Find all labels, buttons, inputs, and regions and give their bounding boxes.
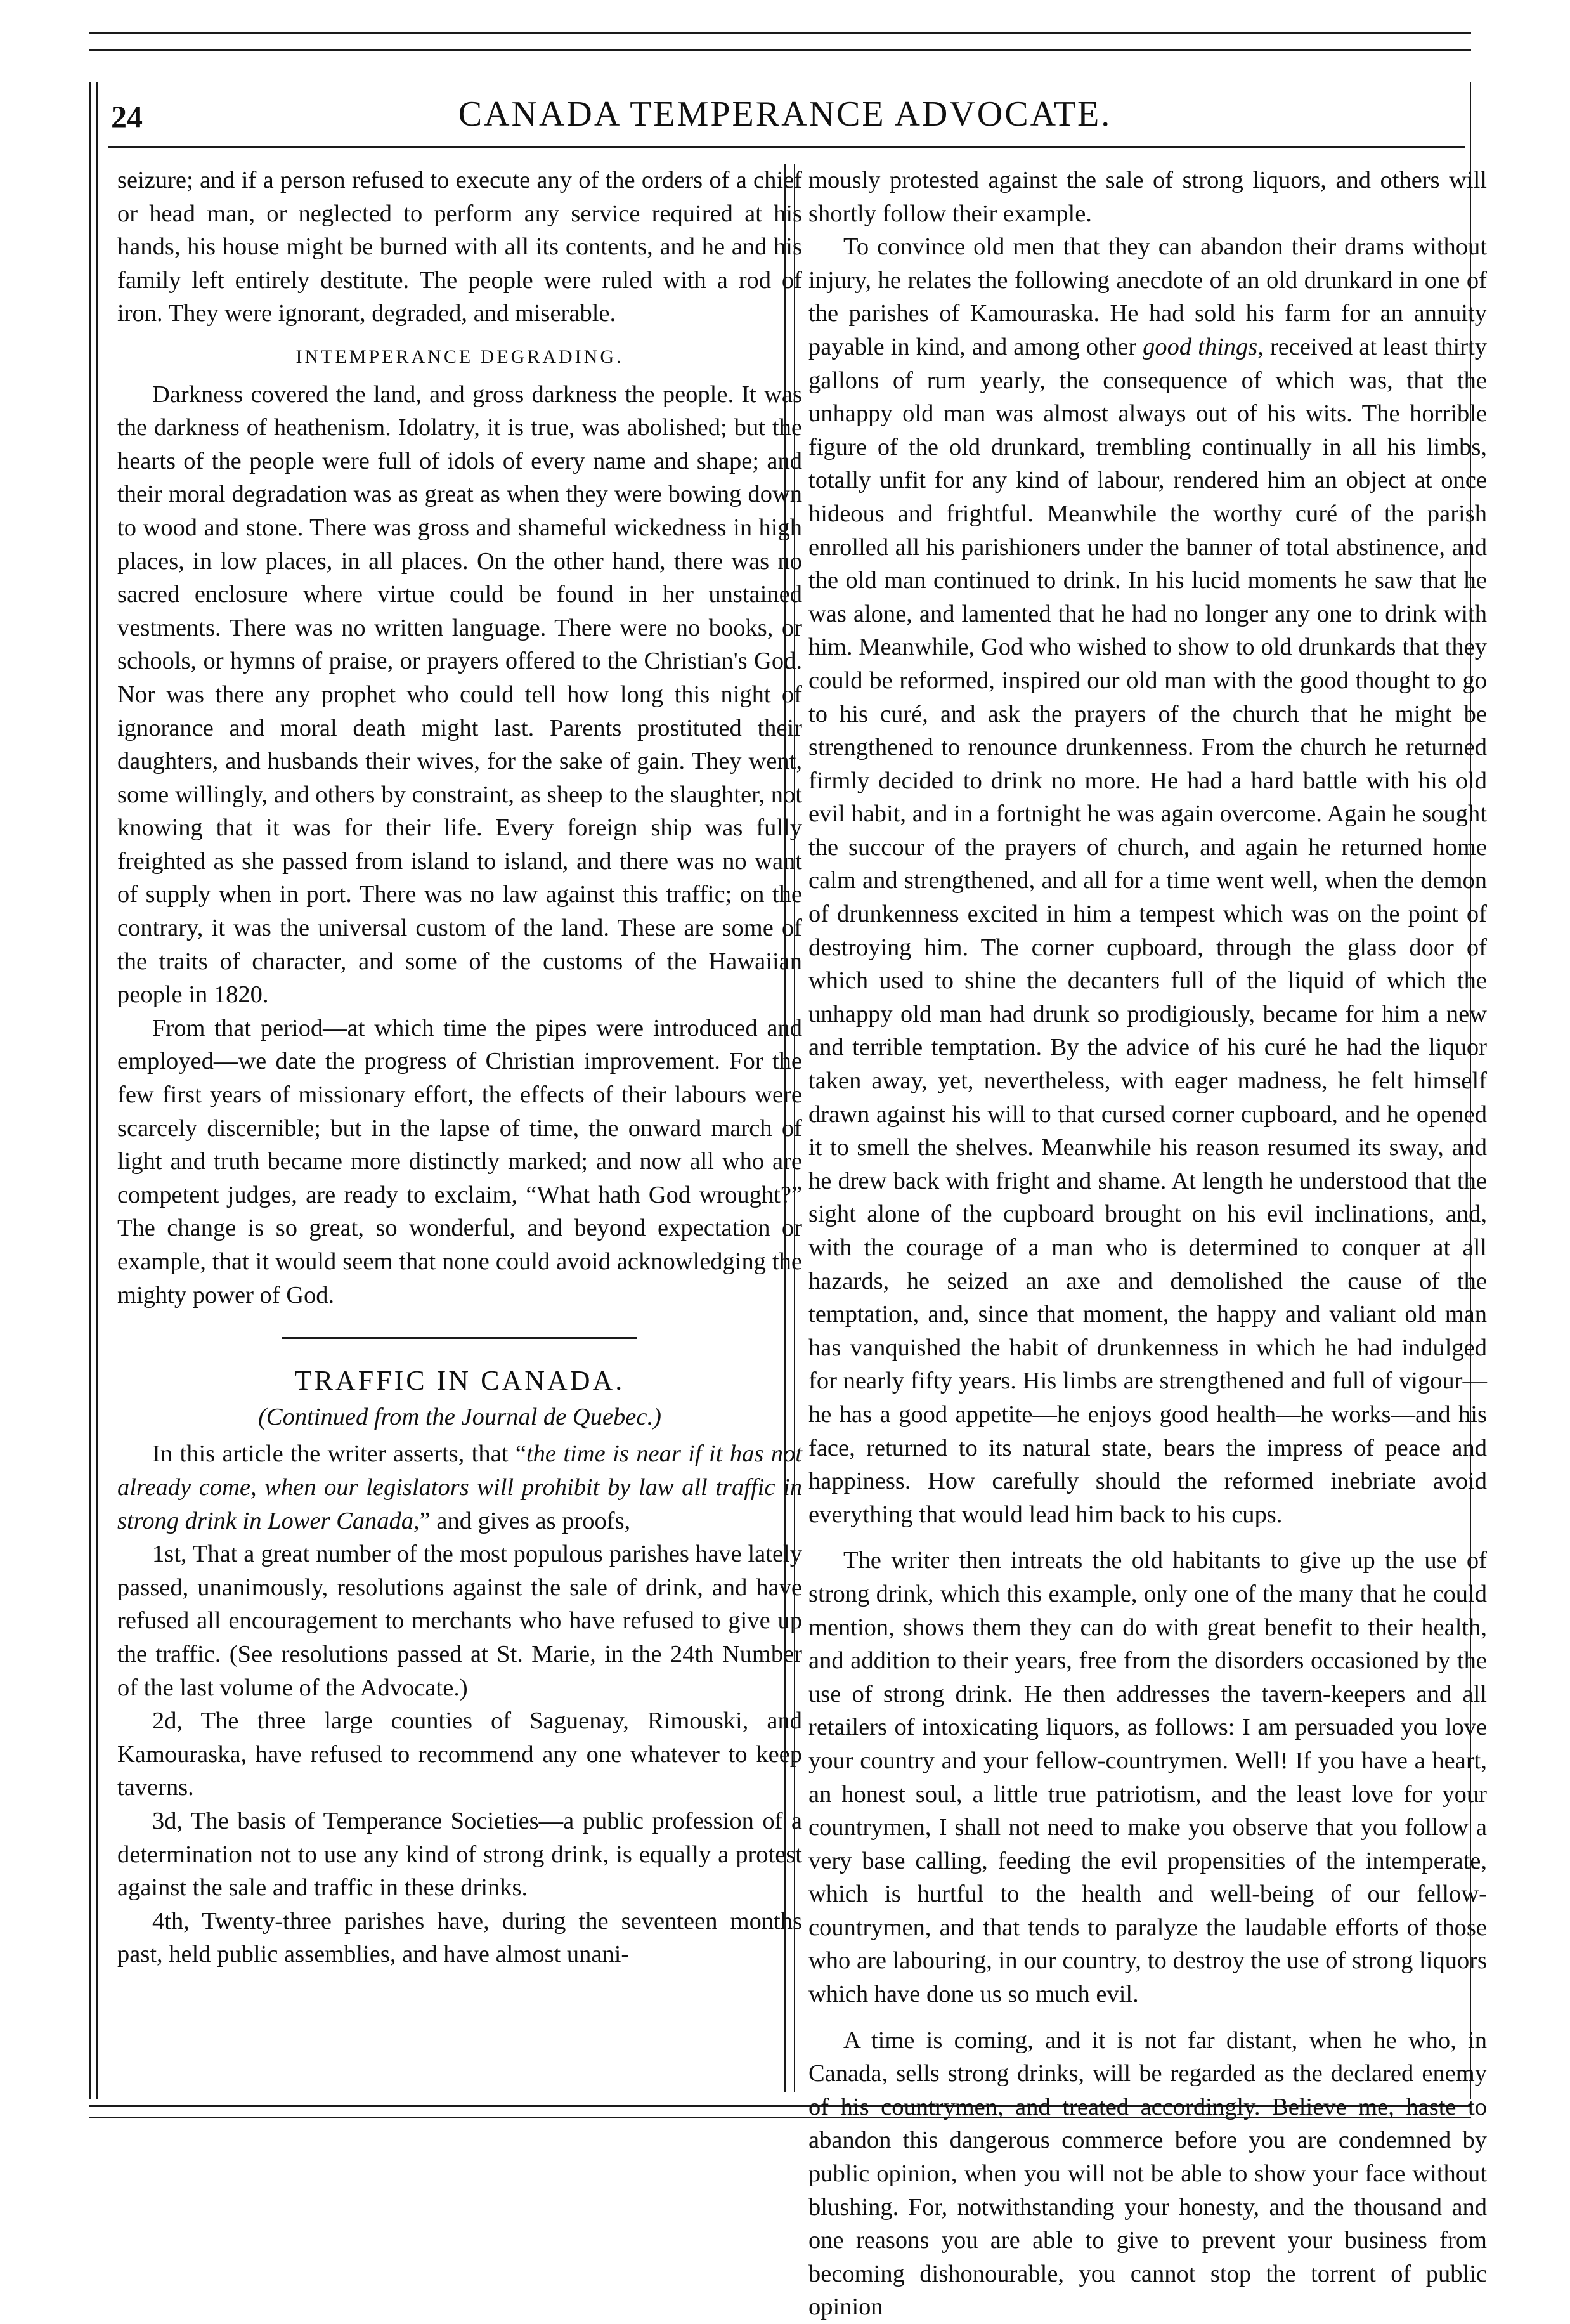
section-source: (Continued from the Journal de Quebec.): [258, 1403, 661, 1430]
body-paragraph: The writer then intreats the old habitants to give up the use of strong drink, which this example, only one of the many that he could mention, shows them they can do with great benefit to their health, and addition to their years, free from the disorders occasioned by the use of strong drink. He then addresses the tavern-keepers and all retailers of intoxicating liquors, as follows: I am persuaded you love your country and your fellow-countrymen. Well! If you have a heart, an honest soul, a little true patriotism, and the least love for your countrymen, I shall not need to make you observe that you follow a very base calling, feeding the evil propensities of the intemperate, which is hurtful to the health and well-being of our fellow-countrymen, and that tends to paralyze the laudable efforts of those who are labouring, in our country, to destroy the use of strong liquors which have done us so much evil.: [808, 1547, 1487, 2008]
left-border-rule: [89, 82, 91, 2099]
proof-item: 1st, That a great number of the most populous parishes have lately passed, unanimously, resolutions against the sale of drink, and have refused all encouragement to merchants who have refused to give up the traffic. (See resolutions passed at St. Marie, in the 24th Number of the last volume of the Advocate.): [117, 1541, 802, 1701]
page-number: 24: [111, 99, 143, 134]
body-paragraph: [117, 1437, 802, 1537]
body-paragraph: [808, 230, 1487, 1531]
proof-item: 3d, The basis of Temperance Societies—a public profession of a determination not to use any kind of strong drink, is equally a protest against the sale and traffic in these drinks.: [117, 1807, 802, 1902]
traffic-tail: ” and gives as proofs,: [419, 1507, 631, 1534]
top-thin-rule: [89, 49, 1471, 51]
body-paragraph: Darkness covered the land, and gross darkness the people. It was the darkness of heathenism. Idolatry, it is true, was abolished; but the hearts of the people were full of idols of every name and shape; and their moral degradation was as great as when they were bowing down to wood and stone. There was gross and shameful wickedness in high places, in low places, in all places. On the other hand, there was no sacred enclosure where virtue could be found in her unstained vestments. There was no written language. There were no books, or schools, or hymns of praise, or prayers offered to the Christian's God. Nor was there any prophet who could tell how long this night of ignorance and moral death might last. Parents prostituted their daughters, and husbands their wives, for the sake of gain. They went, some willingly, and others by constraint, as sheep to the slaughter, not knowing that it was for their life. Every foreign ship was fully freighted as she passed from island to island, and there was no want of supply when in port. There was no law against this traffic; on the contrary, it was the universal custom of the land. These are some of the traits of character, and some of the customs of the Hawaiian people in 1820.: [117, 381, 802, 1009]
body-paragraph: A time is coming, and it is not far distant, when he who, in Canada, sells strong drinks, will be regarded as the declared enemy of his countrymen, and treated accordingly. Believe me, haste to abandon this dangerous commerce before you are condemned by public opinion, when you will not be able to show your face without blushing. For, notwithstanding your honesty, and the thousand and one reasons you are able to give to prevent your business from becoming dishonourable, you cannot stop the torrent of public opinion: [808, 2027, 1487, 2321]
traffic-lead: In this article the writer asserts, that “: [152, 1440, 526, 1468]
proof-item: 4th, Twenty-three parishes have, during the seventeen months past, held public assemblies, and have almost unani-: [117, 1907, 802, 1968]
subheading: INTEMPERANCE DEGRADING.: [295, 346, 624, 367]
proof-item: 2d, The three large counties of Saguenay, Rimouski, and Kamouraska, have refused to recommend any one whatever to keep taverns.: [117, 1707, 802, 1801]
left-border-rule-inner: [96, 82, 98, 2099]
anecdote-text-a: To convince old men that they can abandon their drams without injury, he relates the following anecdote of an old drunkard in one of the parishes of Kamouraska. He had sold his farm for an annuity payable in kind, and among other: [808, 233, 1487, 360]
section-divider: [282, 1337, 637, 1339]
left-column: [117, 164, 802, 1971]
anecdote-emphasis: good things,: [1143, 333, 1264, 360]
top-double-rule: [89, 32, 1471, 34]
section-title: TRAFFIC IN CANADA.: [294, 1365, 625, 1397]
anecdote-text-b: received at least thirty gallons of rum yearly, the consequence of which was, that the unhappy old man was almost always out of his wits. The horrible figure of the old drunkard, trembling continually in all his limbs, totally unfit for any kind of labour, rendered him an object at once hideous and frightful. Meanwhile the worthy curé of the parish enrolled all his parishioners under the banner of total abstinence, and the old man continued to drink. In his lucid moments he saw that he was alone, and lamented that he had no longer any one to drink with him. Meanwhile, God who wished to show to old drunkards that they could be reformed, inspired our old man with the good thought to go to his curé, and ask the prayers of the church that he might be strengthened to renounce drunkenness. From the church he returned firmly decided to drink no more. He had a hard battle with his old evil habit, and in a fortnight he was again overcome. Again he sought the succour of the prayers of church, and again he returned home calm and strengthened, and all for a time went well, when the demon of drunkenness excited in him a tempest which was on the point of destroying him. The corner cupboard, through the glass door of which used to shine the decanters full of the liquid of which the unhappy old man had drunk so prodigiously, became for him a new and terrible temptation. By the advice of his curé he had the liquor taken away, yet, nevertheless, with eager madness, he felt himself drawn against his will to that cursed corner cupboard, and he opened it to smell the shelves. Meanwhile his reason resumed its sway, and he drew back with fright and shame. At length he understood that the sight alone of the cupboard brought on his evil inclinations, and, with the courage of a man who is determined to conquer at all hazards, he seized an axe and demolished the cause of the temptation, and, since that moment, the happy and valiant old man has vanquished the habit of drunkenness in which he had indulged for nearly fifty years. His limbs are strengthened and full of vigour—he has a good appetite—he enjoys good health—he works—and his face, returned to its natural state, bears the impress of peace and happiness. How carefully should the reformed inebriate avoid everything that would lead him back to his cups.: [808, 333, 1487, 1528]
paragraph-spacer: [808, 1531, 1487, 1544]
right-column: [808, 164, 1487, 2324]
continuation-paragraph: mously protested against the sale of strong liquors, and others will shortly follow their example.: [808, 167, 1487, 227]
intro-paragraph: seizure; and if a person refused to execute any of the orders of a chief or head man, or neglected to perform any service required at his hands, his house might be burned with all its contents, and he and his family left entirely destitute. The people were ruled with a rod of iron. They were ignorant, degraded, and miserable.: [117, 167, 802, 327]
header-rule: [108, 146, 1465, 148]
journal-title: CANADA TEMPERANCE ADVOCATE.: [458, 95, 1112, 134]
body-paragraph: From that period—at which time the pipes were introduced and employed—we date the progress of Christian improvement. For the few first years of missionary effort, the effects of their labours were scarcely discernible; but in the lapse of time, the onward march of light and truth became more distinctly marked; and now all who are competent judges, are ready to exclaim, “What hath God wrought?” The change is so great, so wonderful, and beyond expectation or example, that it would seem that none could avoid acknowledging the mighty power of God.: [117, 1014, 802, 1309]
traffic-quote: the time is near if it has not already come, when our legislators will prohibit by law all traffic in strong drink in Lower Canada,: [117, 1440, 802, 1534]
paragraph-spacer: [808, 2011, 1487, 2024]
